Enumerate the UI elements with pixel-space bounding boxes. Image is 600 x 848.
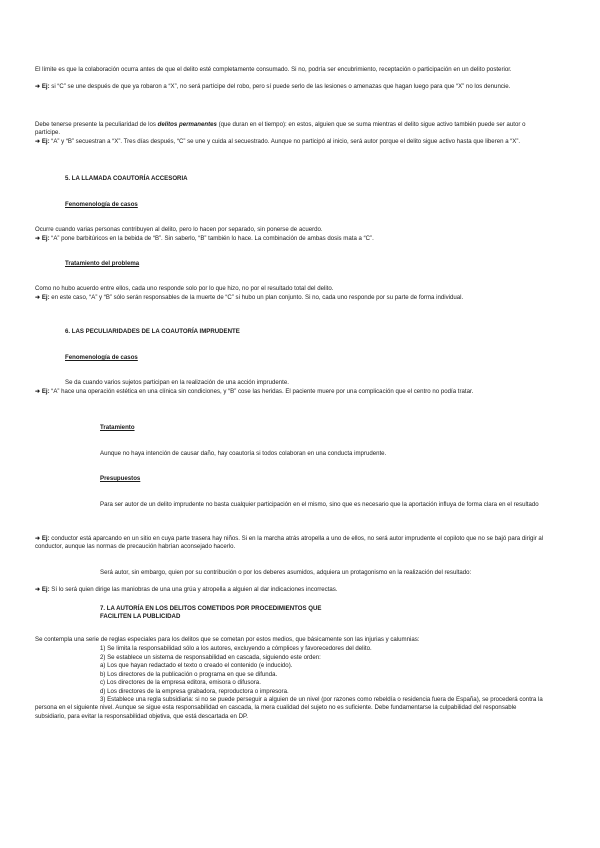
example-text: “A” y “B” secuestran a “X”. Tres días después, “C” se une y cuida al secuestrado. Aunque no participó al inicio, será autor porque el delito sigue activo hasta que liberen a “X”. — [49, 138, 521, 145]
example-limit — [35, 83, 545, 91]
subheading-treatment: Tratamiento — [100, 424, 135, 431]
paragraph-imprudent: Se da cuando varios sujetos participan en la realización de una acción imprudente. — [65, 379, 289, 386]
paragraph-text: (que duran en el tiempo): en estos, alguien que se suma mientras el delito sigue activo también puede ser autor o partícipe. — [35, 121, 526, 137]
section-heading-7 — [100, 605, 600, 622]
example-text: en este caso, “A” y “B” sólo serán responsables de la muerte de “C” si hubo un plan conjunto. Si no, cada uno responde por su parte de forma individual. — [49, 294, 464, 301]
example-text: conductor está aparcando en un sitio en cuya parte trasera hay niños. Si en la marcha atrás atropella a uno de ellos, no será autor imprudente el copiloto que no se bajó para dirigir al conductor, aunque las normas de precaución habrían aconsejado hacerlo. — [35, 535, 544, 551]
example-text: “A” pone barbitúricos en la bebida de “B”. Sin saberlo, “B” también lo hace. La combinación de ambas dosis mata a “C”. — [49, 235, 374, 242]
paragraph-coauthorship: Aunque no haya intención de causar daño, hay coautoría si todos colaboran en una conducta imprudente. — [100, 450, 387, 457]
example-label: Ej: — [41, 535, 50, 542]
subheading-requirements: Presupuestos — [100, 475, 141, 482]
paragraph-accessory: Ocurre cuando varias personas contribuyen al delito, pero lo hacen por separado, sin ponerse de acuerdo. — [35, 226, 323, 233]
rule-2a: a) Los que hayan redactado el texto o creado el contenido (e inducido). — [100, 662, 293, 669]
arrow-icon: ➜ — [35, 388, 41, 395]
section-heading-7-line1: 7. LA AUTORÍA EN LOS DELITOS COMETIDOS POR PROCEDIMIENTOS QUE — [100, 605, 322, 612]
paragraph-requirements: Para ser autor de un delito imprudente no basta cualquier participación en el mismo, sino que es necesario que la aportación influya de forma clara en el resultado — [100, 501, 539, 508]
example-label: Ej: — [41, 388, 50, 395]
subheading-phenomenology-2: Fenomenología de casos — [65, 354, 138, 361]
paragraph-limit — [35, 66, 545, 74]
example-imprudent — [35, 388, 545, 396]
paragraph-publicity: Se contempla una serie de reglas especiales para los delitos que se cometan por estos medios, que básicamente son las injurias y calumnias: — [35, 636, 420, 643]
emphasis-text: delitos permanentes — [157, 121, 217, 128]
example-label: Ej: — [41, 235, 50, 242]
example-label: Ej: — [41, 138, 50, 145]
arrow-icon: ➜ — [35, 235, 41, 242]
example-text: si “C” se une después de que ya robaron a “X”, no será partícipe del robo, pero sí puede serlo de las lesiones o amenazas que hagan luego para que “X” no los denuncie. — [49, 83, 511, 90]
arrow-icon: ➜ — [35, 138, 41, 145]
subheading-phenomenology-1: Fenomenología de casos — [65, 201, 138, 208]
example-label: Ej: — [41, 83, 50, 90]
example-no-agreement — [35, 294, 545, 302]
rule-2: 2) Se establece un sistema de responsabilidad en cascada, siguiendo este orden: — [100, 654, 321, 661]
section-heading-6: 6. LAS PECULIARIDADES DE LA COAUTORÍA IMPRUDENTE — [65, 328, 240, 335]
example-text: “A” hace una operación estética en una clínica sin condiciones, y “B” cose las heridas. El paciente muere por una complicación que el centro no podía tratar. — [49, 388, 474, 395]
example-driver — [35, 535, 545, 552]
example-label: Ej: — [41, 586, 50, 593]
example-crane — [35, 586, 545, 594]
section-heading-7-line2: FACILITEN LA PUBLICIDAD — [100, 613, 181, 621]
paragraph-permanent-crimes — [35, 121, 545, 138]
paragraph-text: Debe tenerse presente la peculiaridad de los — [35, 121, 158, 128]
arrow-icon: ➜ — [35, 535, 41, 542]
example-accessory — [35, 235, 545, 243]
arrow-icon: ➜ — [35, 294, 41, 301]
example-permanent — [35, 138, 545, 146]
rule-2c: c) Los directores de la empresa editora, emisora o difusora. — [100, 679, 261, 686]
rule-3: 3) Establece una regla subsidiaria: si no se puede perseguir a alguien de un nivel (por razones como rebeldía o residencia fuera de España), se procederá contra la persona en el siguiente nivel. Aunque se sigue esta responsabilidad en cascada, la mera cualidad del sujeto no es suficiente. Debe fundamentarse la culpabilidad del responsable subsidiario, para evitar la responsabilidad objetiva, que está descartada en DP. — [35, 696, 543, 720]
rule-2d: d) Los directores de la empresa grabadora, reproductora o impresora. — [100, 688, 289, 695]
rule-1: 1) Se limita la responsabilidad sólo a los autores, excluyendo a cómplices y favorecedores del delito. — [100, 645, 372, 652]
section-heading-5: 5. LA LLAMADA COAUTORÍA ACCESORIA — [65, 175, 188, 182]
example-label: Ej: — [41, 294, 50, 301]
paragraph-protagonism: Será autor, sin embargo, quien por su contribución o por los deberes asumidos, adquiera un protagonismo en la realización del resultado: — [100, 569, 472, 576]
arrow-icon: ➜ — [35, 586, 41, 593]
example-text: Sí lo será quien dirige las maniobras de una una grúa y atropella a alguien al dar indicaciones incorrectas. — [49, 586, 338, 593]
rule-2b: b) Los directores de la publicación o programa en que se difunda. — [100, 671, 278, 678]
arrow-icon: ➜ — [35, 83, 41, 90]
paragraph-text: El límite es que la colaboración ocurra antes de que el delito esté completamente consumado. Si no, podría ser encubrimiento, receptación o participación en un delito posterior. — [35, 66, 512, 73]
subheading-treatment-problem: Tratamiento del problema — [65, 260, 140, 267]
paragraph-no-agreement: Como no hubo acuerdo entre ellos, cada uno responde solo por lo que hizo, no por el resultado total del delito. — [35, 285, 334, 292]
